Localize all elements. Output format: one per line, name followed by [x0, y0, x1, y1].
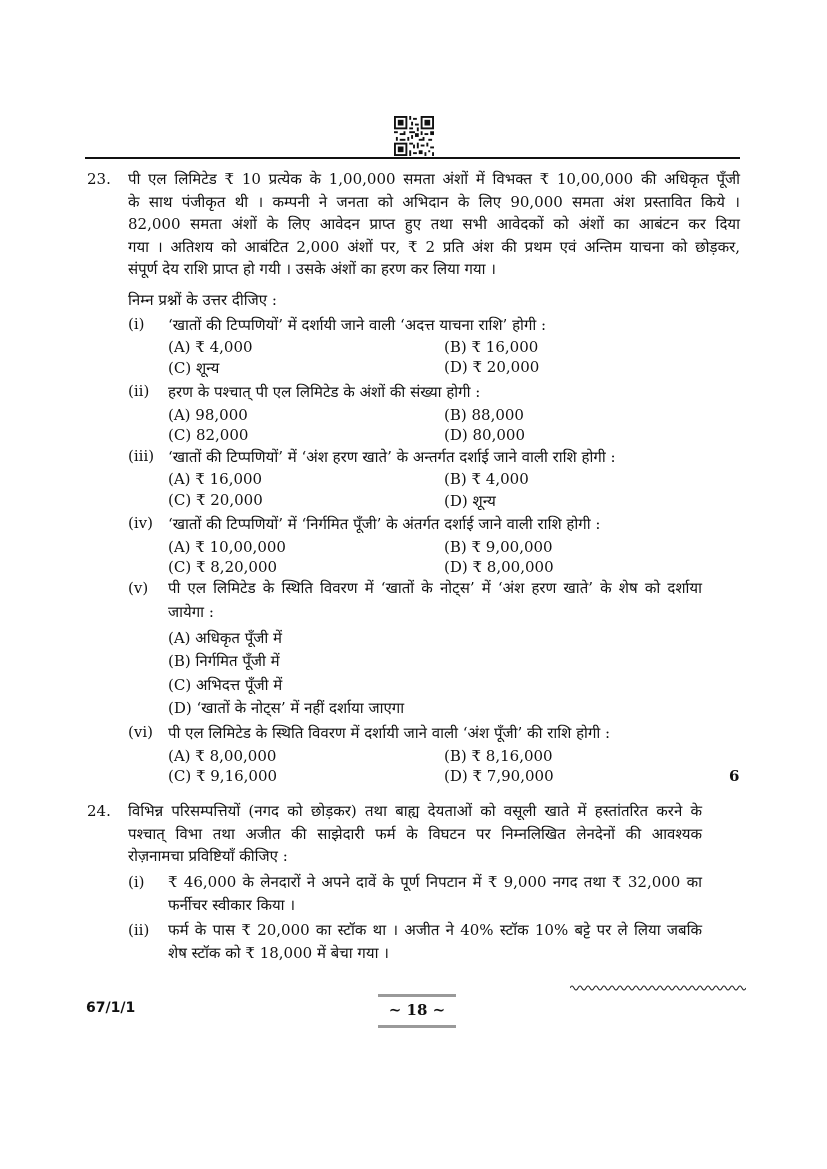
option-a: (A) ₹ 10,00,000: [168, 538, 286, 556]
option-a: (A) ₹ 4,000: [168, 338, 253, 356]
item-label: (i): [128, 873, 145, 891]
statement-line: पश्चात् विभा तथा अजीत की साझेदारी फर्म के विघटन पर निम्नलिखित लेनदेनों की आवश्यक: [128, 824, 702, 843]
page-number-box: [378, 994, 456, 1028]
option-b: (B) ₹ 9,00,000: [444, 538, 553, 556]
statement-line: रोज़नामचा प्रविष्टियाँ कीजिए :: [128, 847, 288, 865]
option-d: (D) ₹ 20,000: [444, 358, 540, 376]
question-23-statement: [128, 168, 740, 281]
question-number-24: 24.: [87, 802, 111, 820]
option-b: (B) ₹ 8,16,000: [444, 747, 553, 765]
page-number-bar-top: [378, 994, 456, 997]
sub-question-label: (ii): [128, 382, 150, 400]
option-c: (C) शून्य: [168, 359, 220, 377]
question-24-statement: [128, 800, 702, 868]
option-c: (C) अभिदत्त पूँजी में: [168, 676, 283, 694]
item-text: ₹ 46,000 के लेनदारों ने अपने दावें के पूर्ण निपटान में ₹ 9,000 नगद तथा ₹ 32,000 का: [168, 873, 702, 891]
option-b: (B) ₹ 16,000: [444, 338, 539, 356]
marks-23: 6: [729, 767, 740, 785]
option-b: (B) ₹ 4,000: [444, 470, 529, 488]
statement-line: 82,000 समता अंशों के लिए आवेदन प्राप्त हुए तथा सभी आवेदकों को अंशों का आबंटन कर दिया: [128, 215, 740, 233]
sub-question-text: ‘खातों की टिप्पणियों’ में ‘निर्गमित पूँजी’ के अंतर्गत दर्शाई जाने वाली राशि होगी :: [168, 515, 601, 533]
option-a: (A) ₹ 8,00,000: [168, 747, 277, 765]
statement-line: पी एल लिमिटेड ₹ 10 प्रत्येक के 1,00,000 समता अंशों में विभक्त ₹ 10,00,000 की अधिकृत पूँजी: [128, 170, 740, 188]
option-d: (D) ₹ 8,00,000: [444, 558, 554, 576]
sub-question-text: ‘खातों की टिप्पणियों’ में दर्शायी जाने वाली ‘अदत्त याचना राशि’ होगी :: [168, 316, 547, 334]
option-d: (D) ₹ 7,90,000: [444, 767, 554, 785]
item-text-cont: शेष स्टॉक को ₹ 18,000 में बेचा गया ।: [168, 944, 389, 962]
sub-question-label: (vi): [128, 723, 153, 741]
option-b: (B) 88,000: [444, 406, 524, 424]
header-rule: [85, 157, 740, 159]
sub-question-label: (i): [128, 315, 145, 333]
sub-question-text-cont: जायेगा :: [168, 603, 214, 621]
statement-line: विभिन्न परिसम्पत्तियों (नगद को छोड़कर) तथा बाह्य देयताओं को वसूली खाते में हस्तांतरित करने के: [128, 802, 702, 820]
option-c: (C) 82,000: [168, 426, 249, 444]
item-text: फर्म के पास ₹ 20,000 का स्टॉक था । अजीत ने 40% स्टॉक 10% बट्टे पर ले लिया जबकि: [168, 921, 702, 939]
question-number-23: 23.: [87, 170, 111, 188]
option-d: (D) 80,000: [444, 426, 525, 444]
sub-question-text: हरण के पश्चात् पी एल लिमिटेड के अंशों की संख्या होगी :: [168, 383, 481, 401]
option-a: (A) 98,000: [168, 406, 248, 424]
sub-question-label: (iii): [128, 447, 155, 465]
item-label: (ii): [128, 921, 150, 939]
option-c: (C) ₹ 20,000: [168, 491, 263, 509]
sub-question-label: (v): [128, 579, 149, 597]
sub-question-text: पी एल लिमिटेड के स्थिति विवरण में ‘खातों के नोट्स’ में ‘अंश हरण खाते’ के शेष को दर्शाया: [168, 579, 702, 597]
option-a: (A) अधिकृत पूँजी में: [168, 629, 282, 647]
option-c: (C) ₹ 8,20,000: [168, 558, 278, 576]
option-b: (B) निर्गमित पूँजी में: [168, 652, 280, 670]
statement-line: के साथ पंजीकृत थी । कम्पनी ने जनता को अभिदान के लिए 90,000 समता अंश प्रस्तावित किये ।: [128, 192, 740, 211]
qr-code-icon: [394, 116, 434, 156]
wavy-line-icon: [570, 983, 746, 993]
option-c: (C) ₹ 9,16,000: [168, 767, 278, 785]
sub-question-label: (iv): [128, 514, 153, 532]
paper-code: 67/1/1: [86, 1000, 136, 1016]
question-23-instruction: निम्न प्रश्नों के उत्तर दीजिए :: [128, 291, 277, 309]
option-d: (D) शून्य: [444, 492, 496, 510]
sub-question-text: ‘खातों की टिप्पणियों’ में ‘अंश हरण खाते’ के अन्तर्गत दर्शाई जाने वाली राशि होगी :: [168, 448, 616, 466]
option-a: (A) ₹ 16,000: [168, 470, 263, 488]
option-d: (D) ‘खातों के नोट्स’ में नहीं दर्शाया जाएगा: [168, 699, 405, 717]
item-text-cont: फर्नीचर स्वीकार किया ।: [168, 896, 296, 914]
sub-question-text: पी एल लिमिटेड के स्थिति विवरण में दर्शायी जाने वाली ‘अंश पूँजी’ की राशि होगी :: [168, 724, 611, 742]
statement-line: संपूर्ण देय राशि प्राप्त हो गयी । उसके अंशों का हरण कर लिया गया ।: [128, 260, 496, 278]
statement-line: गया । अतिशय को आबंटित 2,000 अंशों पर, ₹ 2 प्रति अंश की प्रथम एवं अन्तिम याचना को छोड़कर,: [128, 237, 740, 256]
page-number-bar-bottom: [378, 1025, 456, 1028]
page-number: ~ 18 ~: [388, 1001, 446, 1019]
